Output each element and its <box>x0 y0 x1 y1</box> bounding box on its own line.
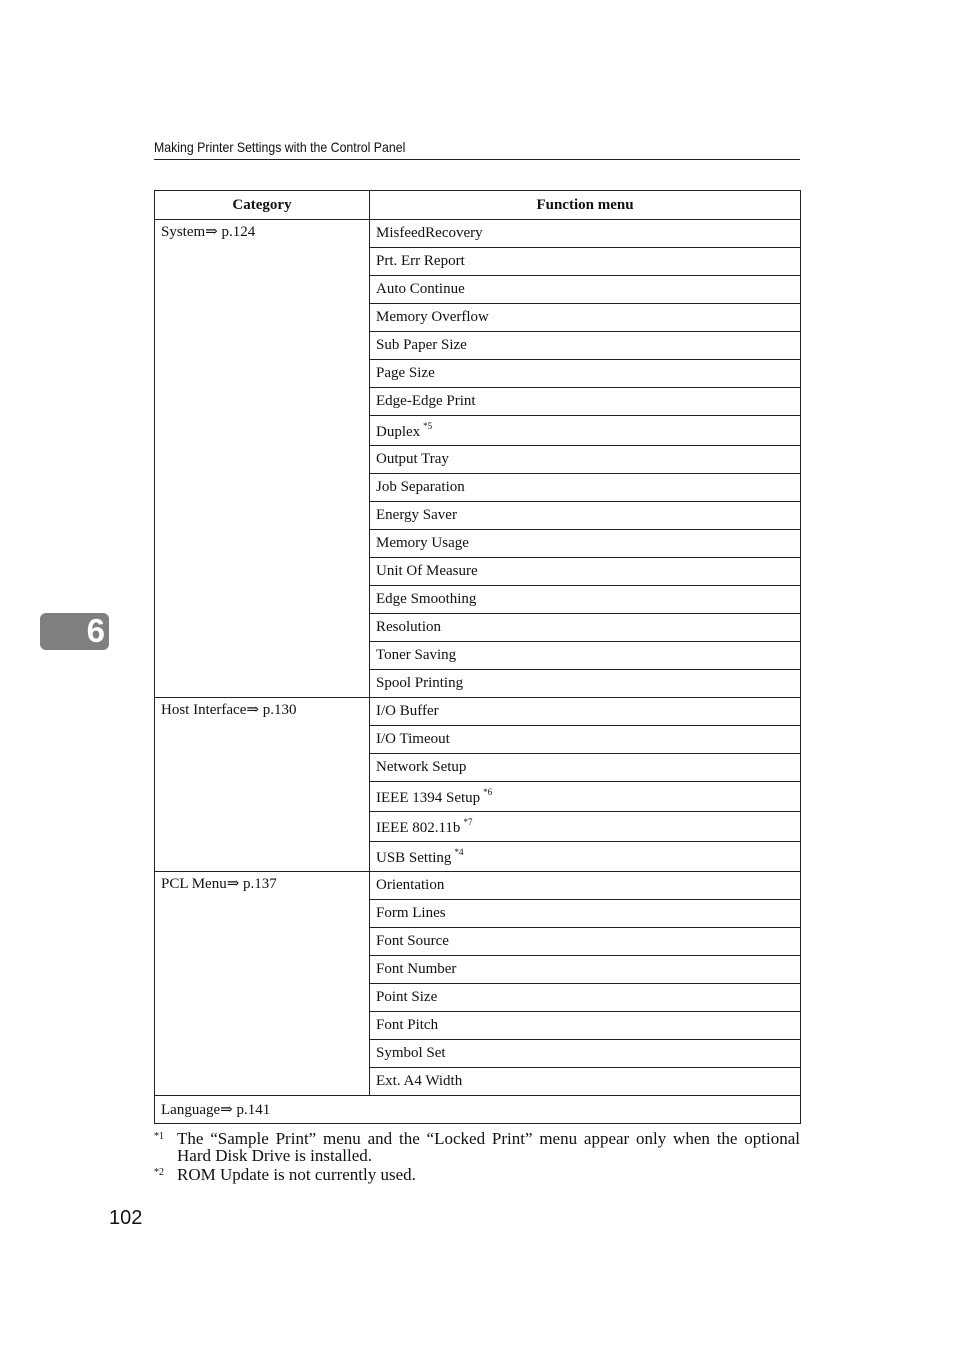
function-menu-label: Font Pitch <box>376 1017 439 1033</box>
function-menu-label: Auto Continue <box>376 281 465 297</box>
running-head: Making Printer Settings with the Control Panel <box>154 139 406 155</box>
function-menu-label: Ext. A4 Width <box>376 1073 463 1089</box>
function-menu-label: Energy Saver <box>376 507 457 523</box>
function-menu-cell <box>370 360 801 388</box>
function-menu-cell <box>370 1012 801 1040</box>
function-menu-label: Font Number <box>376 961 457 977</box>
table-header-row <box>155 191 801 220</box>
function-menu-cell <box>370 698 801 726</box>
category-header: Category <box>155 191 370 220</box>
function-menu-cell <box>370 502 801 530</box>
function-menu-cell <box>370 782 801 812</box>
running-head-rule <box>154 159 800 160</box>
category-cell: System⇒ p.124 <box>155 220 370 698</box>
function-menu-label: Output Tray <box>376 451 449 467</box>
footnote-mark: *2 <box>154 1167 164 1178</box>
function-menu-label: Unit Of Measure <box>376 563 478 579</box>
table-row <box>155 220 801 248</box>
function-menu-cell <box>370 642 801 670</box>
table-row <box>155 698 801 726</box>
function-menu-cell <box>370 416 801 446</box>
table-body <box>155 220 801 1124</box>
function-menu-label: Network Setup <box>376 759 467 775</box>
function-menu-cell <box>370 956 801 984</box>
function-menu-cell <box>370 220 801 248</box>
function-menu-cell <box>370 614 801 642</box>
footnotes <box>154 1130 800 1185</box>
chapter-tab <box>40 613 109 650</box>
function-menu-label: Sub Paper Size <box>376 337 467 353</box>
function-menu-cell <box>370 304 801 332</box>
function-menu-label: MisfeedRecovery <box>376 225 483 241</box>
function-menu-cell <box>370 446 801 474</box>
category-cell: PCL Menu⇒ p.137 <box>155 872 370 1096</box>
function-menu-label: I/O Timeout <box>376 731 450 747</box>
function-menu-label: Job Separation <box>376 479 465 495</box>
page-number: 102 <box>109 1207 143 1229</box>
function-menu-label: Symbol Set <box>376 1045 446 1061</box>
function-menu-cell <box>370 558 801 586</box>
footnote-reference: *5 <box>423 420 433 431</box>
function-menu-label: Spool Printing <box>376 675 464 691</box>
footnote-mark: *1 <box>154 1131 164 1142</box>
function-menu-label: I/O Buffer <box>376 703 439 719</box>
table-row <box>155 872 801 900</box>
footnote <box>154 1130 800 1164</box>
function-menu-cell <box>370 276 801 304</box>
function-menu-label: Resolution <box>376 619 442 635</box>
footnote-reference: *6 <box>483 786 493 797</box>
function-menu-cell <box>370 726 801 754</box>
chapter-number: 6 <box>86 612 105 649</box>
function-menu-label: USB Setting <box>376 849 452 866</box>
language-row-cell: Language⇒ p.141 <box>155 1096 801 1124</box>
function-menu-cell <box>370 586 801 614</box>
function-menu-label: Font Source <box>376 933 449 949</box>
function-menu-cell <box>370 248 801 276</box>
function-menu-label: Toner Saving <box>376 647 457 663</box>
function-menu-label: IEEE 1394 Setup <box>376 789 481 806</box>
footnote-text: ROM Update is not currently used. <box>177 1165 416 1184</box>
function-menu-label: Page Size <box>376 365 435 381</box>
function-menu-cell <box>370 928 801 956</box>
footnote-reference: *4 <box>454 846 464 857</box>
function-menu-cell <box>370 900 801 928</box>
function-menu-header: Function menu <box>370 191 801 220</box>
function-menu-table <box>154 190 801 1124</box>
function-menu-label: Prt. Err Report <box>376 253 465 269</box>
category-cell: Host Interface⇒ p.130 <box>155 698 370 872</box>
function-menu-label: Edge-Edge Print <box>376 393 476 409</box>
footnote-reference: *7 <box>463 816 473 827</box>
function-menu-cell <box>370 388 801 416</box>
function-menu-cell <box>370 812 801 842</box>
function-menu-label: Point Size <box>376 989 438 1005</box>
function-menu-cell <box>370 1068 801 1096</box>
function-menu-label: IEEE 802.11b <box>376 819 461 836</box>
function-menu-label: Memory Overflow <box>376 309 489 325</box>
function-menu-label: Edge Smoothing <box>376 591 477 607</box>
function-menu-cell <box>370 872 801 900</box>
footnote-text: The “Sample Print” menu and the “Locked Print” menu appear only when the optional Hard Disk Drive is installed. <box>177 1129 800 1165</box>
function-menu-cell <box>370 984 801 1012</box>
function-menu-cell <box>370 332 801 360</box>
function-menu-cell <box>370 1040 801 1068</box>
function-menu-label: Orientation <box>376 877 445 893</box>
function-menu-cell <box>370 670 801 698</box>
function-menu-cell <box>370 474 801 502</box>
function-menu-label: Form Lines <box>376 905 446 921</box>
function-menu-label: Duplex <box>376 423 421 440</box>
function-menu-cell <box>370 842 801 872</box>
function-menu-cell <box>370 754 801 782</box>
footnote <box>154 1166 800 1183</box>
function-menu-label: Memory Usage <box>376 535 469 551</box>
table-row <box>155 1096 801 1124</box>
function-menu-cell <box>370 530 801 558</box>
